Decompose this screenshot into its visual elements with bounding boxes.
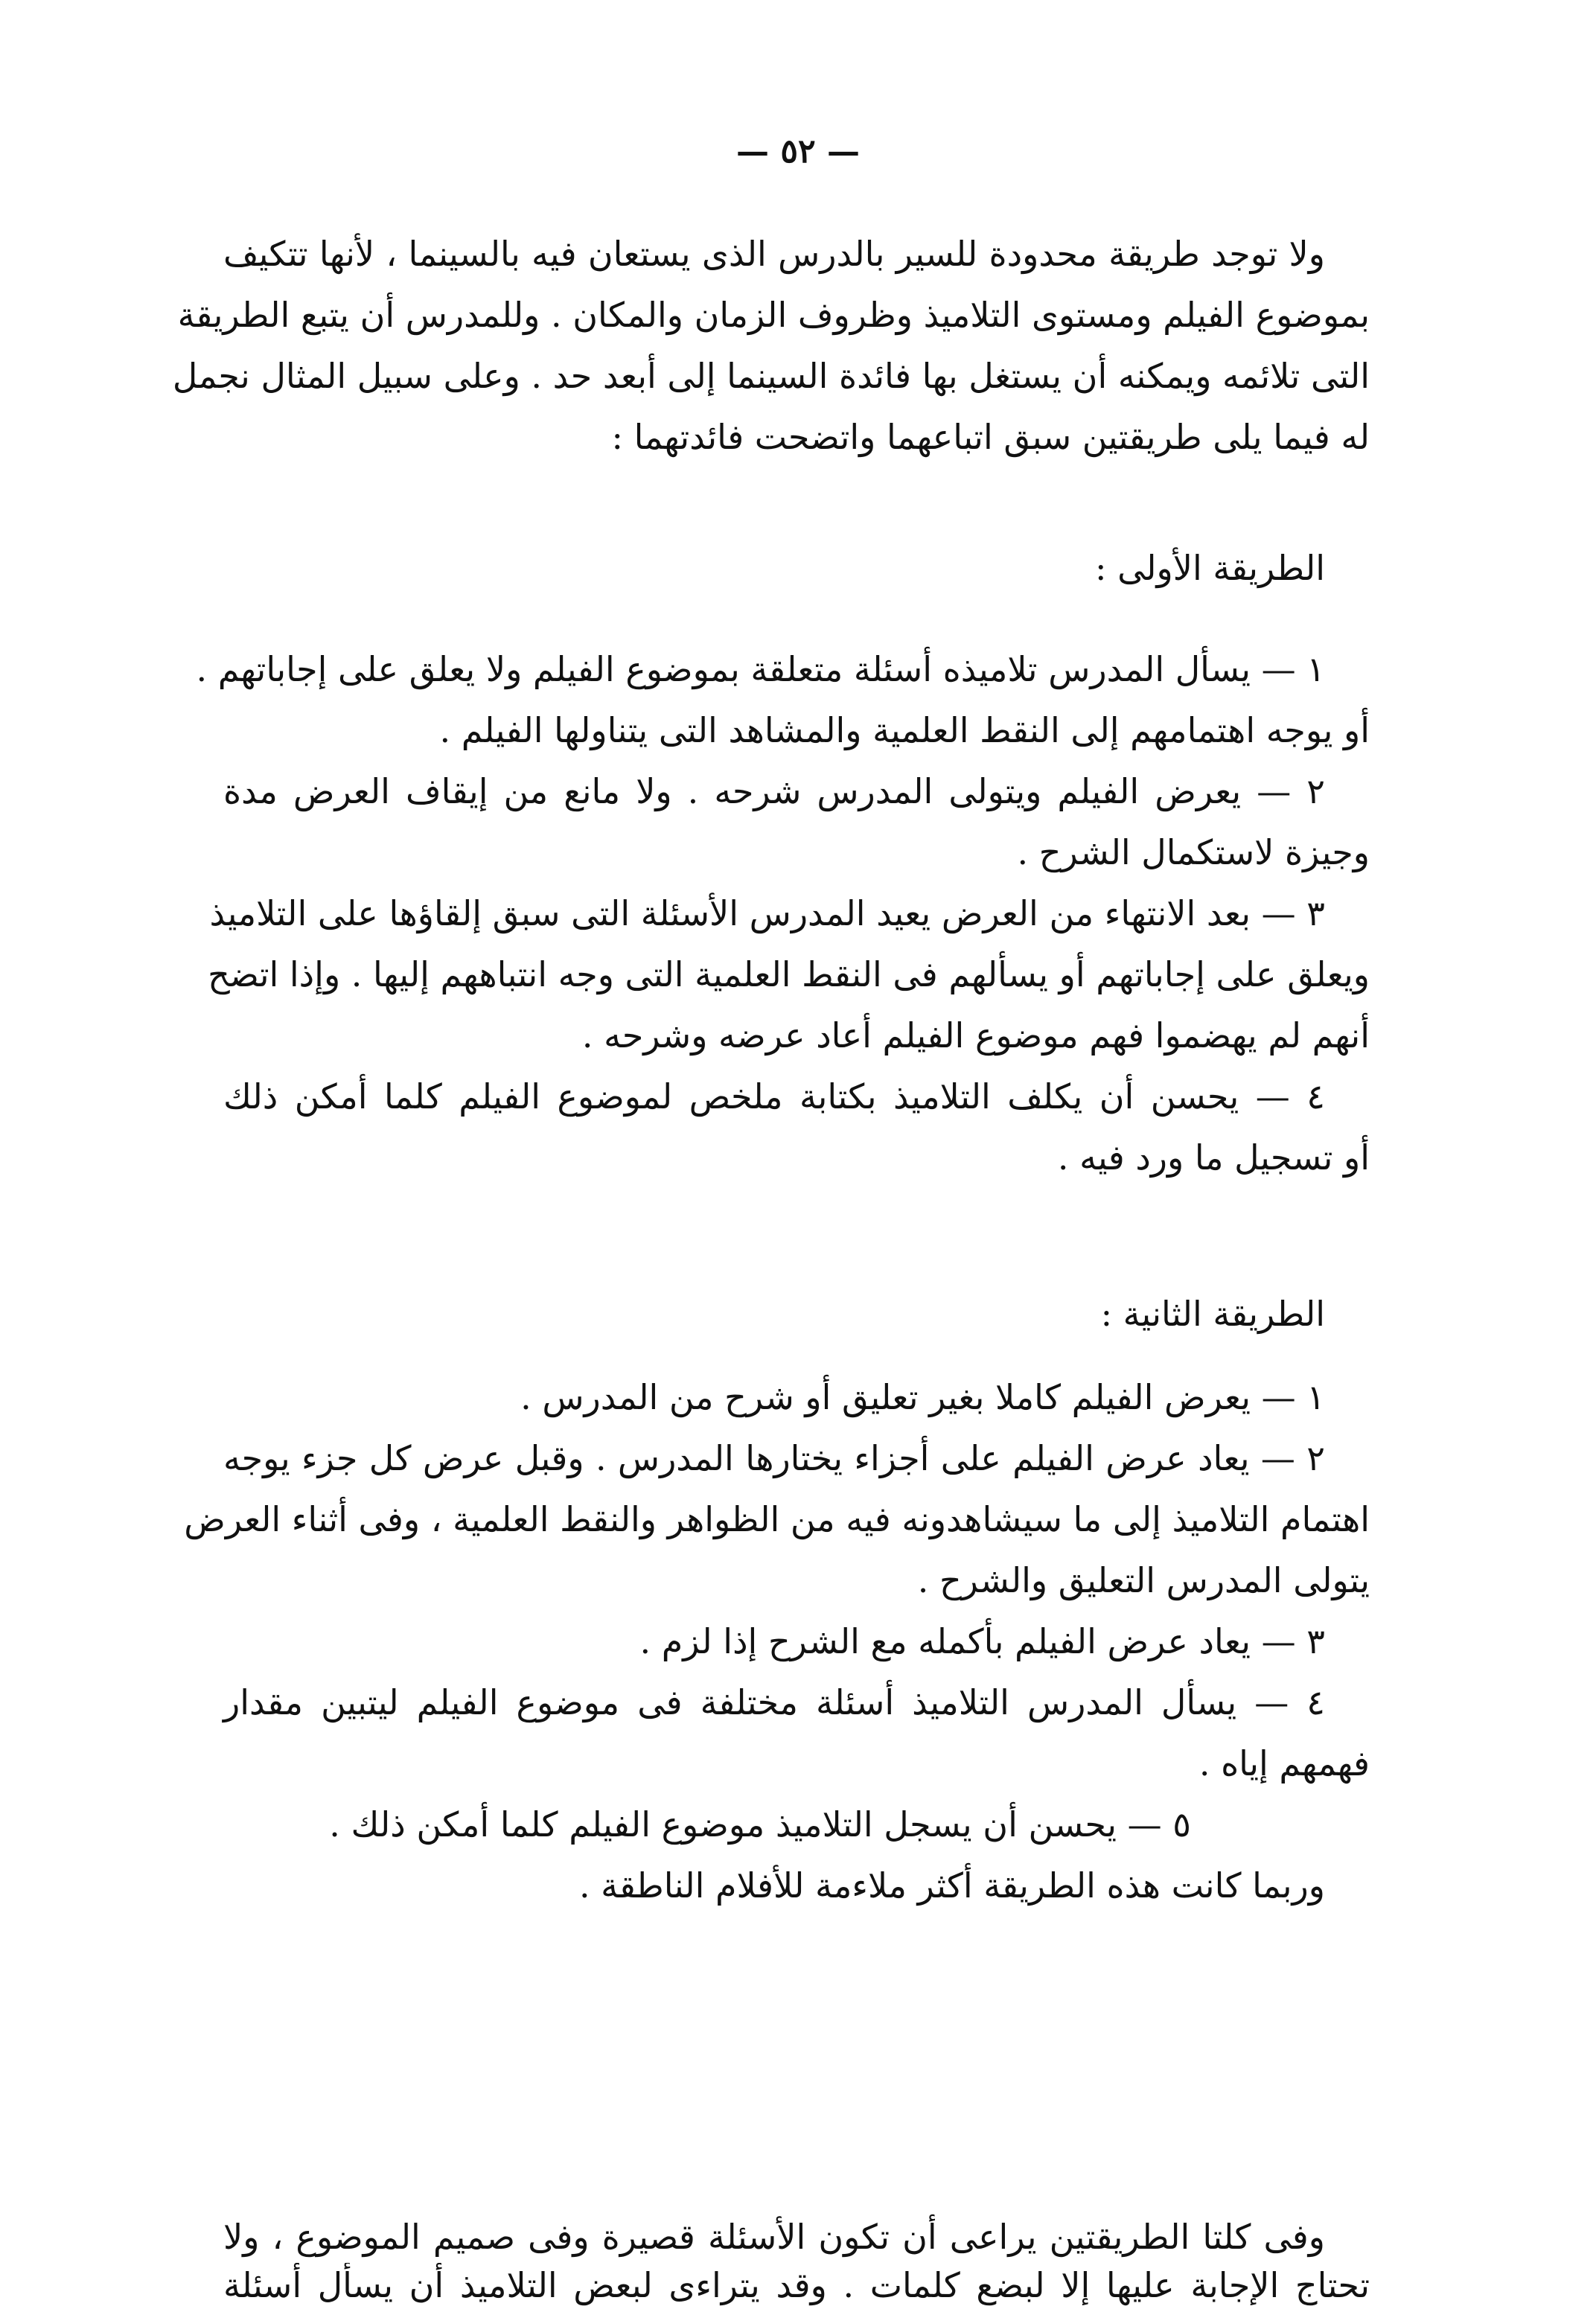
page-number: — ٥٢ —	[736, 132, 860, 170]
text-line: اهتمام التلاميذ إلى ما سيشاهدونه فيه من الظواهر والنقط العلمية ، وفى أثناء العرض	[184, 1499, 1370, 1539]
list-item	[223, 1672, 1370, 1794]
method-note: وربما كانت هذه الطريقة أكثر ملاءمة للأفلام الناطقة .	[578, 1865, 1325, 1906]
text-line: ٤ — يسأل المدرس التلاميذ أسئلة مختلفة فى موضوع الفيلم ليتبين مقدار	[223, 1682, 1325, 1722]
list-item	[208, 883, 1370, 1066]
text-line: بموضوع الفيلم ومستوى التلاميذ وظروف الزمان والمكان . وللمدرس أن يتبع الطريقة	[177, 295, 1370, 335]
text-line: ١ — يعرض الفيلم كاملا بغير تعليق أو شرح من المدرس .	[520, 1377, 1325, 1417]
list-item	[223, 1066, 1370, 1188]
section-heading: الطريقة الأولى :	[1095, 548, 1325, 588]
text-line: يتولى المدرس التعليق والشرح .	[917, 1560, 1370, 1600]
text-line: ويعلق على إجاباتهم أو يسألهم فى النقط العلمية التى وجه انتباههم إليها . وإذا اتضح	[208, 954, 1370, 994]
text-line: تحتاج الإجابة عليها إلا لبضع كلمات . وقد يتراءى لبعض التلاميذ أن يسأل أسئلة	[223, 2265, 1370, 2305]
closing-paragraph	[223, 2206, 1370, 2267]
text-line: أو يوجه اهتمامهم إلى النقط العلمية والمشاهد التى يتناولها الفيلم .	[439, 710, 1370, 750]
intro-paragraph	[172, 223, 1370, 467]
text-line: التى تلائمه ويمكنه أن يستغل بها فائدة السينما إلى أبعد حد . وعلى سبيل المثال نجمل	[172, 356, 1370, 396]
text-line: ١ — يسأل المدرس تلاميذه أسئلة متعلقة بموضوع الفيلم ولا يعلق على إجاباتهم .	[196, 649, 1325, 689]
text-line: فهمهم إياه .	[1198, 1743, 1370, 1784]
text-line: ولا توجد طريقة محدودة للسير بالدرس الذى يستعان فيه بالسينما ، لأنها تتكيف	[223, 234, 1325, 274]
text-line: وجيزة لاستكمال الشرح .	[1017, 832, 1370, 872]
list-item	[223, 1611, 1370, 1672]
list-item	[223, 761, 1370, 883]
method-two-section	[184, 1283, 1370, 1916]
text-line: أو تسجيل ما ورد فيه .	[1057, 1137, 1370, 1178]
closing-paragraph-continued	[223, 2263, 1370, 2312]
method-one-section	[196, 537, 1370, 1188]
list-item	[223, 1794, 1370, 1855]
text-line: ٢ — يعاد عرض الفيلم على أجزاء يختارها المدرس . وقبل عرض كل جزء يوجه	[223, 1438, 1325, 1478]
text-line: ٣ — بعد الانتهاء من العرض يعيد المدرس الأسئلة التى سبق إلقاؤها على التلاميذ	[209, 893, 1325, 933]
text-line: ٢ — يعرض الفيلم ويتولى المدرس شرحه . ولا مانع من إيقاف العرض مدة	[223, 771, 1325, 811]
section-heading: الطريقة الثانية :	[1100, 1294, 1325, 1334]
text-line: وفى كلتا الطريقتين يراعى أن تكون الأسئلة قصيرة وفى صميم الموضوع ، ولا	[223, 2217, 1325, 2257]
list-item	[184, 1428, 1370, 1611]
text-line: ٣ — يعاد عرض الفيلم بأكمله مع الشرح إذا لزم .	[639, 1621, 1325, 1661]
list-item	[223, 1367, 1370, 1428]
text-line: له فيما يلى طريقتين سبق اتباعهما واتضحت فائدتهما :	[611, 417, 1370, 457]
text-line: ٤ — يحسن أن يكلف التلاميذ بكتابة ملخص لموضوع الفيلم كلما أمكن ذلك	[223, 1076, 1325, 1117]
list-item	[196, 639, 1370, 761]
text-line: أنهم لم يهضموا فهم موضوع الفيلم أعاد عرضه وشرحه .	[581, 1015, 1370, 1056]
text-line: ٥ — يحسن أن يسجل التلاميذ موضوع الفيلم كلما أمكن ذلك .	[329, 1804, 1191, 1845]
